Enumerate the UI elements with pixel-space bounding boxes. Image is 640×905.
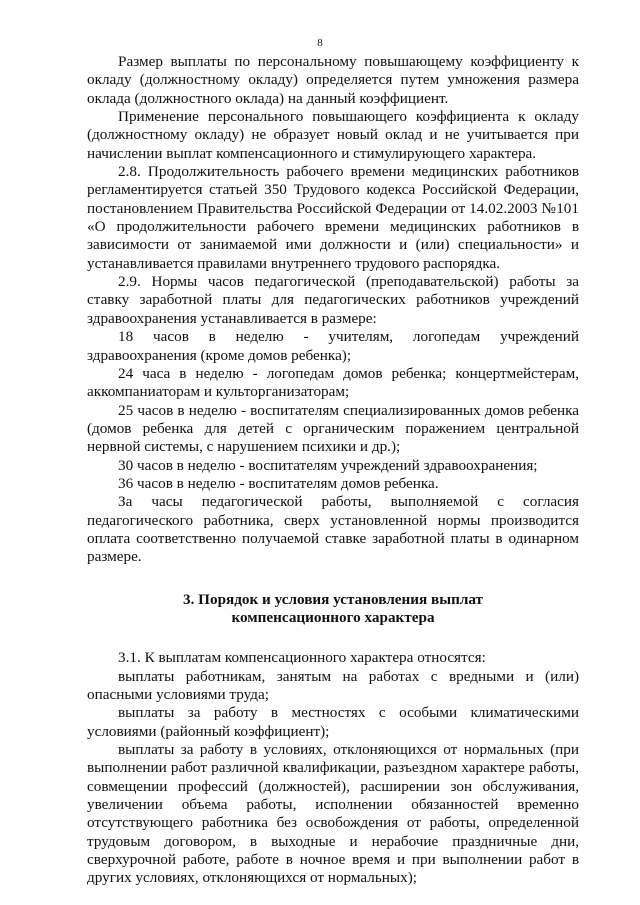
paragraph: 36 часов в неделю - воспитателям домов ребенка.	[118, 474, 439, 492]
paragraph: 3.1. К выплатам компенсационного характера относятся:	[118, 649, 486, 667]
document-body	[87, 53, 579, 888]
paragraph: 2.8. Продолжительность рабочего времени медицинских работников регламентируется статьей 350 Трудового кодекса Российской Федерации, постановлением Правительства Российской Федерации от 14.02.2003 №101 «О продолжительности рабочего времени медицинских работников в зависимости от занимаемой ими должности и (или) специальности» и устанавливается правилами внутреннего трудового распорядка.	[87, 163, 579, 272]
paragraph: 25 часов в неделю - воспитателям специализированных домов ребенка (домов ребенка для детей с органическим поражением центральной нервной системы, с нарушением психики и др.);	[87, 401, 579, 456]
paragraph: Применение персонального повышающего коэффициента к окладу (должностному окладу) не образует новый оклад и не учитывается при начислении выплат компенсационного и стимулирующего характера.	[87, 108, 579, 162]
paragraph: 24 часа в неделю - логопедам домов ребенка; концертмейстерам, аккомпаниаторам и культорганизаторам;	[87, 364, 579, 401]
section-heading-line: компенсационного характера	[231, 608, 435, 626]
paragraph: выплаты за работу в условиях, отклоняющихся от нормальных (при выполнении работ различной квалификации, разъездном характере работы, совмещении профессий (должностей), расширении зон обслуживания, увеличении объема работы, исполнении обязанностей временно отсутствующего работника без освобождения от работы, определенной трудовым договором, в выходные и нерабочие праздничные дни, сверхурочной работе, работе в ночное время и при выполнении работ в других условиях, отклоняющихся от нормальных);	[87, 741, 579, 887]
page-number: 8	[317, 37, 323, 49]
section-heading-line: 3. Порядок и условия установления выплат	[182, 590, 484, 608]
paragraph: Размер выплаты по персональному повышающему коэффициенту к окладу (должностному окладу) определяется путем умножения размера оклада (должностного оклада) на данный коэффициент.	[87, 53, 579, 107]
paragraph: 2.9. Нормы часов педагогической (преподавательской) работы за ставку заработной платы для педагогических работников учреждений здравоохранения устанавливается в размере:	[87, 273, 579, 327]
paragraph: выплаты работникам, занятым на работах с вредными и (или) опасными условиями труда;	[87, 667, 579, 703]
paragraph: выплаты за работу в местностях с особыми климатическими условиями (районный коэффициент);	[87, 704, 579, 740]
section-heading	[87, 591, 579, 628]
paragraph: 30 часов в неделю - воспитателям учреждений здравоохранения;	[118, 456, 538, 474]
paragraph: За часы педагогической работы, выполняемой с согласия педагогического работника, сверх установленной нормы производится оплата соответственно получаемой ставке заработной платы в одинарном размере.	[87, 493, 579, 566]
paragraph: 18 часов в неделю - учителям, логопедам учреждений здравоохранения (кроме домов ребенка);	[87, 328, 579, 364]
